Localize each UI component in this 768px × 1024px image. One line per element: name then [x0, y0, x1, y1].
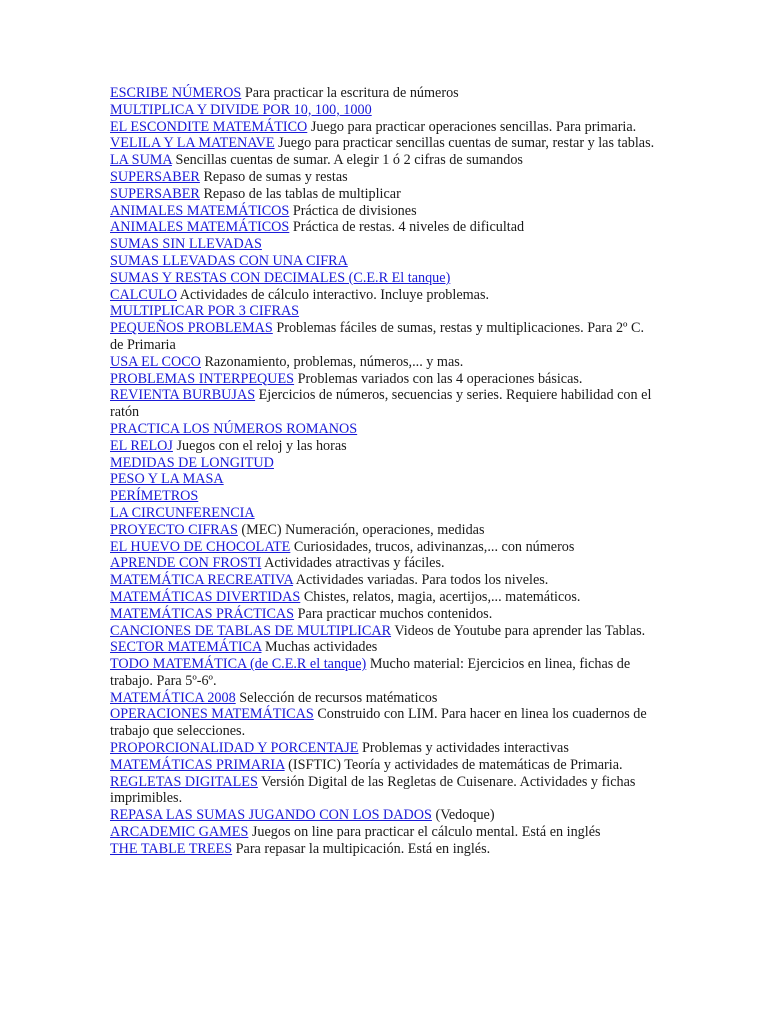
list-item — [110, 203, 660, 220]
resource-link[interactable]: EL HUEVO DE CHOCOLATE — [110, 538, 291, 555]
resource-link[interactable]: EL RELOJ — [110, 437, 173, 454]
resource-description: Problemas fáciles de sumas, restas y multiplicaciones. Para 2º C. de Primaria — [110, 320, 645, 353]
resource-link[interactable]: ARCADEMIC GAMES — [110, 824, 249, 841]
resource-link[interactable]: PERÍMETROS — [110, 488, 199, 505]
resource-link[interactable]: MEDIDAS DE LONGITUD — [110, 454, 274, 471]
resource-link[interactable]: TODO MATEMÁTICA (de C.E.R el tanque) — [110, 656, 367, 673]
list-item — [110, 488, 660, 505]
resource-link[interactable]: MULTIPLICA Y DIVIDE POR 10, 100, 1000 — [110, 101, 372, 118]
list-item — [110, 85, 660, 102]
list-item — [110, 824, 660, 841]
resource-description: Construido con LIM. Para hacer en linea los cuadernos de trabajo que selecciones. — [110, 706, 647, 740]
resource-description: Repaso de las tablas de multiplicar — [203, 185, 401, 202]
resource-link[interactable]: PESO Y LA MASA — [110, 471, 224, 488]
list-item — [110, 841, 660, 858]
resource-link[interactable]: SUMAS Y RESTAS CON DECIMALES (C.E.R El tanque) — [110, 269, 451, 286]
resource-link[interactable]: SECTOR MATEMÁTICA — [110, 639, 262, 656]
list-item — [110, 135, 660, 152]
resource-link[interactable]: ANIMALES MATEMÁTICOS — [110, 202, 290, 219]
list-item — [110, 706, 660, 740]
resource-description: Razonamiento, problemas, números,... y mas. — [204, 353, 464, 370]
resource-description: Versión Digital de las Regletas de Cuisenare. Actividades y fichas imprimibles. — [110, 773, 636, 807]
resource-link[interactable]: PEQUEÑOS PROBLEMAS — [110, 320, 273, 337]
resource-description: Para practicar muchos contenidos. — [297, 605, 493, 622]
list-item — [110, 270, 660, 287]
resource-link[interactable]: MATEMÁTICA RECREATIVA — [110, 572, 294, 589]
resource-link[interactable]: APRENDE CON FROSTI — [110, 555, 262, 572]
list-item — [110, 119, 660, 136]
resource-description: Ejercicios de números, secuencias y series. Requiere habilidad con el ratón — [110, 387, 652, 421]
resource-description: Juegos on line para practicar el cálculo mental. Está en inglés — [251, 824, 601, 841]
list-item — [110, 236, 660, 253]
list-item — [110, 387, 660, 421]
list-item — [110, 555, 660, 572]
resource-link[interactable]: REGLETAS DIGITALES — [110, 773, 258, 790]
list-item — [110, 186, 660, 203]
list-item — [110, 152, 660, 169]
resource-link[interactable]: LA SUMA — [110, 152, 172, 169]
resource-link[interactable]: PROBLEMAS INTERPEQUES — [110, 370, 295, 387]
resource-description: Para practicar la escritura de números — [244, 85, 459, 101]
resource-link[interactable]: SUMAS SIN LLEVADAS — [110, 236, 262, 253]
list-item — [110, 505, 660, 522]
resource-description: Juego para practicar sencillas cuentas de sumar, restar y las tablas. — [278, 135, 655, 152]
resource-description: Juego para practicar operaciones sencillas. Para primaria. — [310, 118, 637, 135]
list-item — [110, 320, 660, 354]
list-item — [110, 471, 660, 488]
resource-link[interactable]: MATEMÁTICAS PRÁCTICAS — [110, 605, 295, 622]
resource-link[interactable]: REVIENTA BURBUJAS — [110, 387, 256, 404]
resource-description: Práctica de divisiones — [292, 202, 417, 219]
resource-link[interactable]: REPASA LAS SUMAS JUGANDO CON LOS DADOS — [110, 807, 432, 824]
resource-link[interactable]: ESCRIBE NÚMEROS — [110, 85, 242, 101]
resource-list — [110, 85, 660, 858]
resource-link[interactable]: MATEMÁTICAS PRIMARIA — [110, 756, 285, 773]
list-item — [110, 572, 660, 589]
resource-link[interactable]: MULTIPLICAR POR 3 CIFRAS — [110, 303, 300, 320]
resource-description: (Vedoque) — [435, 807, 495, 824]
resource-link[interactable]: PROPORCIONALIDAD Y PORCENTAJE — [110, 740, 359, 757]
list-item — [110, 169, 660, 186]
resource-link[interactable]: PRACTICA LOS NÚMEROS ROMANOS — [110, 420, 358, 437]
resource-description: Actividades variadas. Para todos los niveles. — [295, 572, 549, 589]
list-item — [110, 438, 660, 455]
resource-link[interactable]: USA EL COCO — [110, 353, 201, 370]
resource-link[interactable]: LA CIRCUNFERENCIA — [110, 504, 255, 521]
resource-description: Actividades atractivas y fáciles. — [264, 555, 445, 572]
resource-description: Problemas y actividades interactivas — [362, 740, 569, 757]
resource-description: Práctica de restas. 4 niveles de dificultad — [292, 219, 525, 236]
list-item — [110, 539, 660, 556]
list-item — [110, 102, 660, 119]
resource-link[interactable]: SUPERSABER — [110, 185, 200, 202]
resource-link[interactable]: MATEMÁTICAS DIVERTIDAS — [110, 588, 301, 605]
resource-link[interactable]: PROYECTO CIFRAS — [110, 521, 238, 538]
resource-description: (MEC) Numeración, operaciones, medidas — [241, 521, 485, 538]
resource-description: (ISFTIC) Teoría y actividades de matemáticas de Primaria. — [288, 756, 623, 773]
list-item — [110, 606, 660, 623]
list-item — [110, 371, 660, 388]
resource-description: Curiosidades, trucos, adivinanzas,... con números — [293, 538, 575, 555]
list-item — [110, 740, 660, 757]
list-item — [110, 589, 660, 606]
resource-link[interactable]: EL ESCONDITE MATEMÁTICO — [110, 118, 308, 135]
list-item — [110, 303, 660, 320]
list-item — [110, 623, 660, 640]
list-item — [110, 455, 660, 472]
list-item — [110, 757, 660, 774]
resource-link[interactable]: OPERACIONES MATEMÁTICAS — [110, 706, 314, 723]
resource-link[interactable]: ANIMALES MATEMÁTICOS — [110, 219, 290, 236]
resource-description: Para repasar la multipicación. Está en inglés. — [235, 840, 491, 857]
resource-description: Juegos con el reloj y las horas — [176, 437, 347, 454]
list-item — [110, 287, 660, 304]
list-item — [110, 690, 660, 707]
list-item — [110, 639, 660, 656]
resource-description: Selección de recursos matématicos — [239, 689, 438, 706]
resource-link[interactable]: SUPERSABER — [110, 168, 200, 185]
list-item — [110, 656, 660, 690]
resource-description: Muchas actividades — [265, 639, 378, 656]
resource-link[interactable]: SUMAS LLEVADAS CON UNA CIFRA — [110, 252, 348, 269]
list-item — [110, 522, 660, 539]
resource-link[interactable]: CANCIONES DE TABLAS DE MULTIPLICAR — [110, 622, 392, 639]
resource-link[interactable]: VELILA Y LA MATENAVE — [110, 135, 275, 152]
resource-description: Chistes, relatos, magia, acertijos,... matemáticos. — [303, 588, 581, 605]
resource-description: Actividades de cálculo interactivo. Incluye problemas. — [179, 286, 490, 303]
resource-description: Videos de Youtube para aprender las Tablas. — [394, 622, 646, 639]
resource-description: Problemas variados con las 4 operaciones básicas. — [297, 370, 583, 387]
resource-link[interactable]: MATEMÁTICA 2008 — [110, 689, 236, 706]
list-item — [110, 253, 660, 270]
list-item — [110, 219, 660, 236]
resource-description: Mucho material: Ejercicios en linea, fichas de trabajo. Para 5º-6º. — [110, 656, 631, 689]
resource-link[interactable]: CALCULO — [110, 286, 177, 303]
resource-description: Repaso de sumas y restas — [203, 168, 348, 185]
resource-description: Sencillas cuentas de sumar. A elegir 1 ó 2 cifras de sumandos — [175, 152, 523, 169]
list-item — [110, 774, 660, 808]
list-item — [110, 807, 660, 824]
list-item — [110, 354, 660, 371]
list-item — [110, 421, 660, 438]
resource-link[interactable]: THE TABLE TREES — [110, 840, 233, 857]
